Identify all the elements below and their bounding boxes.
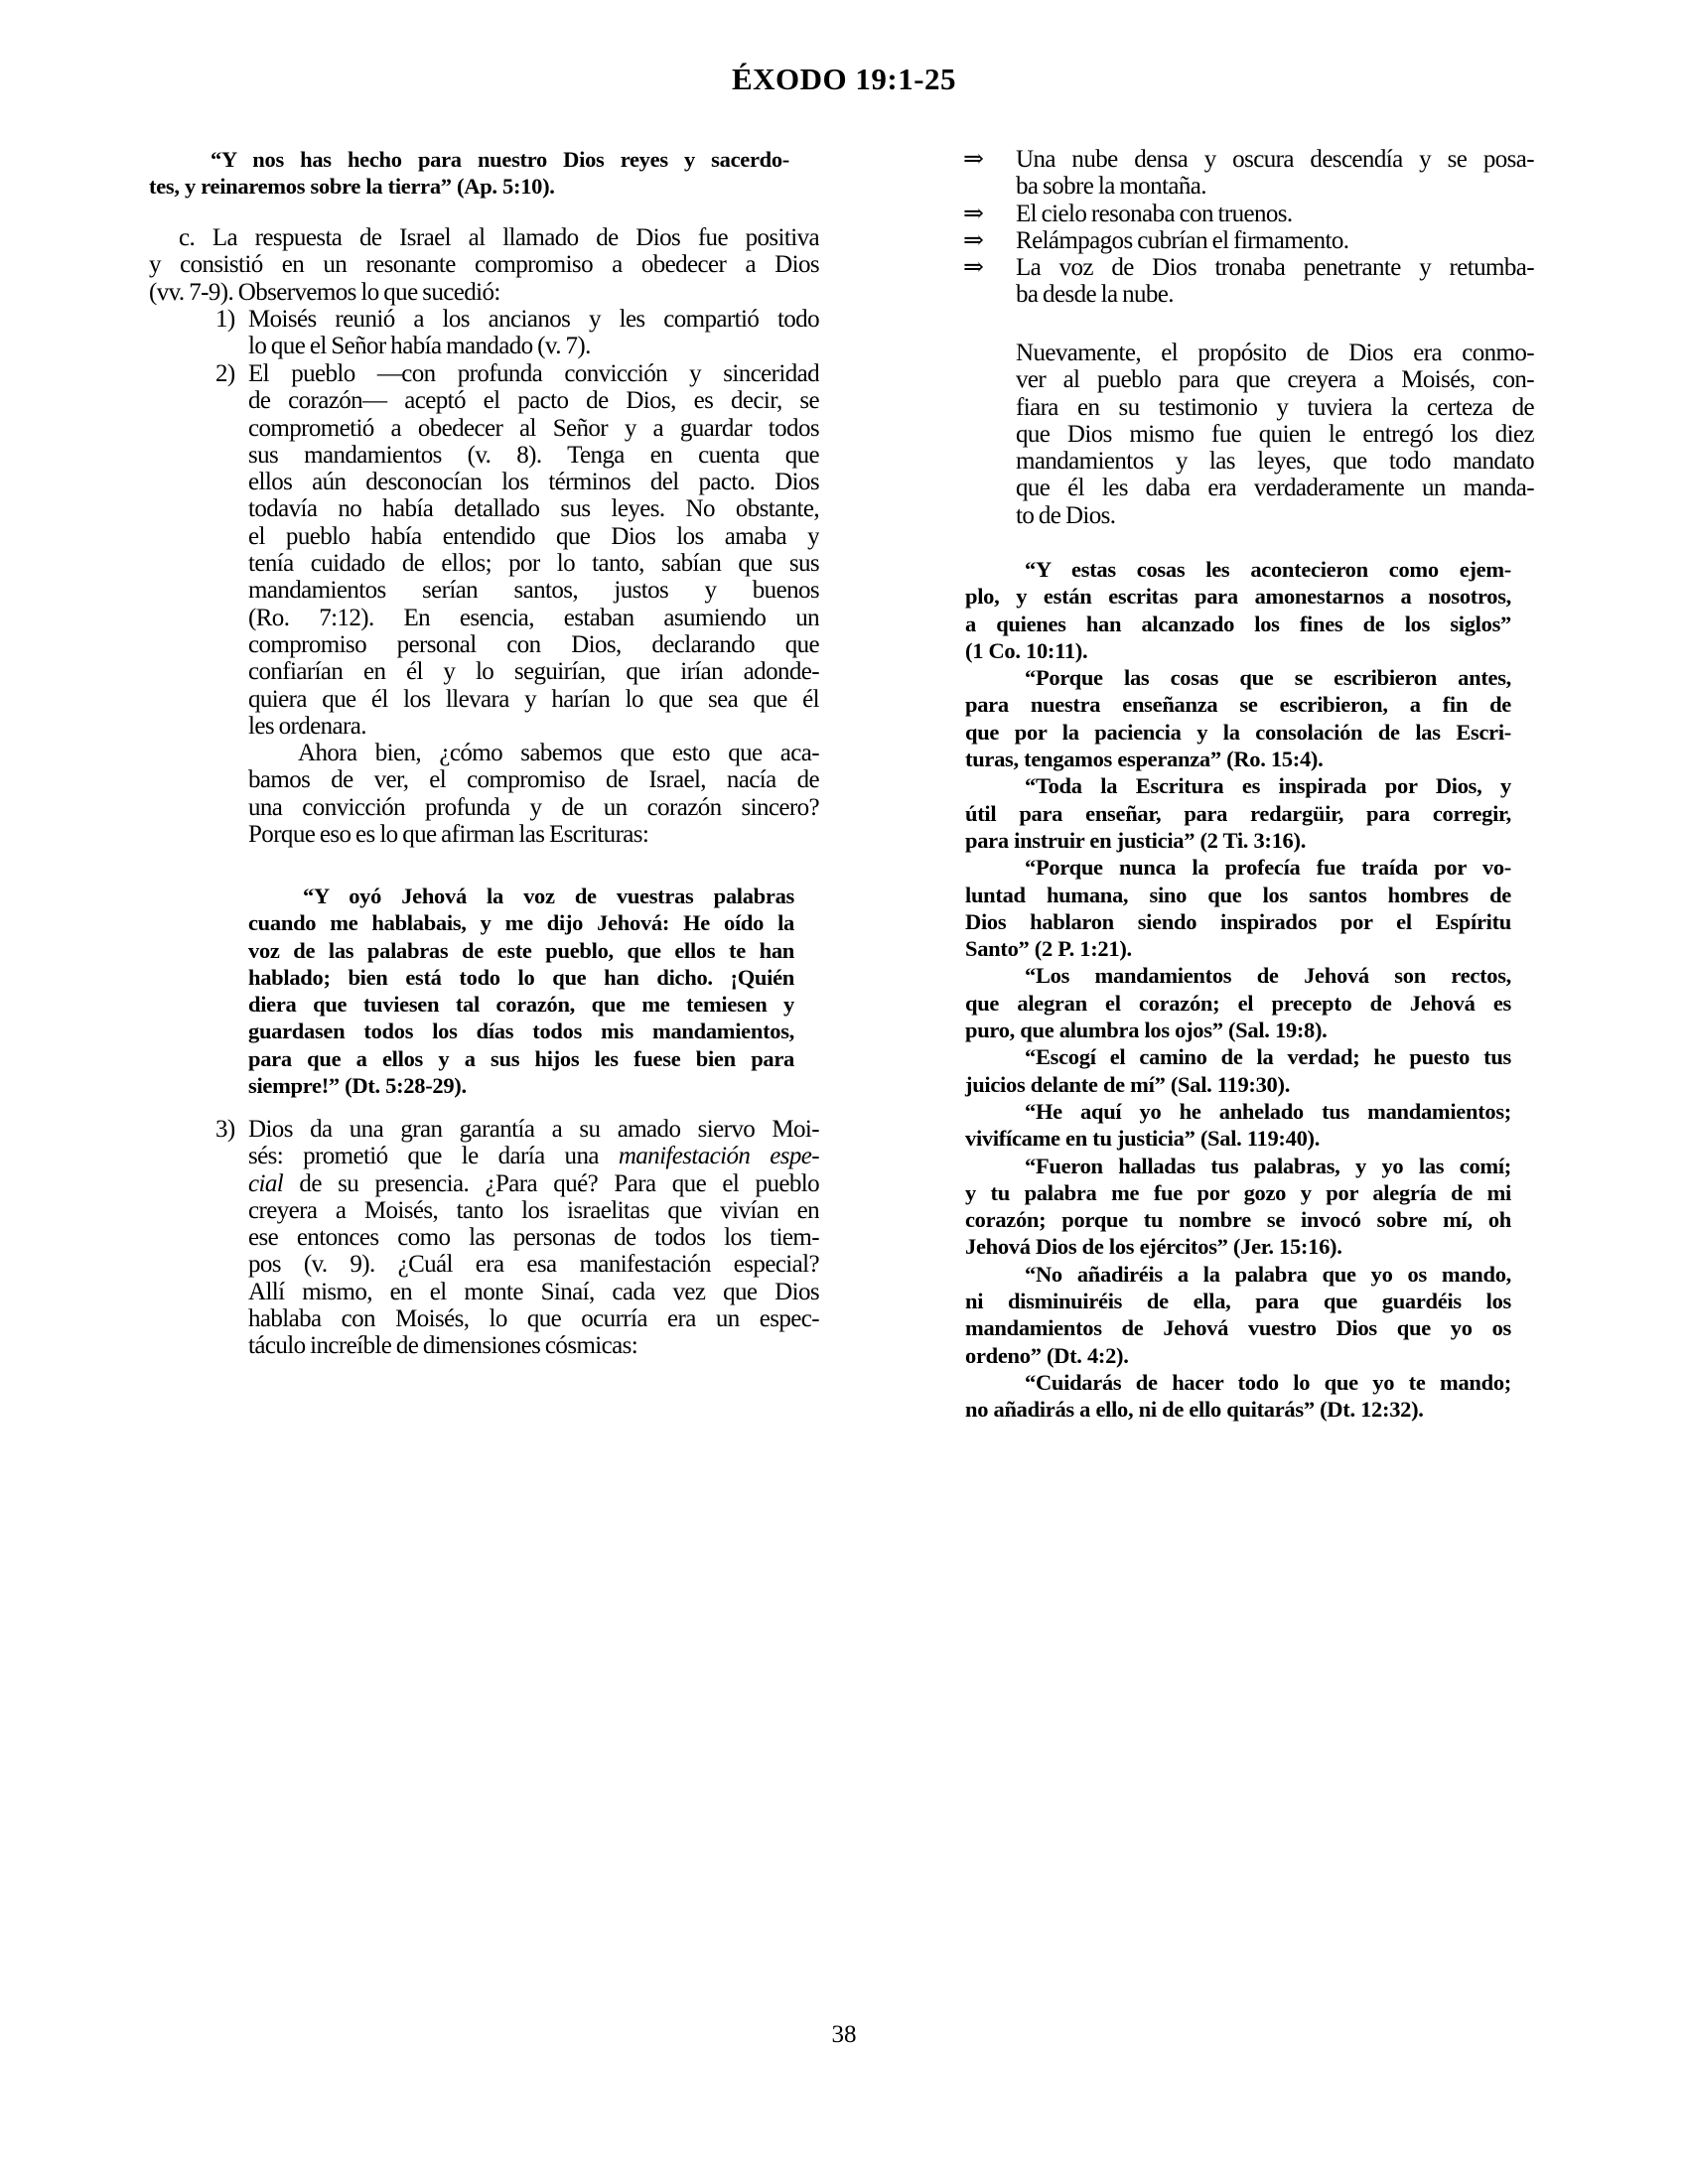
quote-line: juicios delante de mí” (Sal. 119:30). xyxy=(965,1071,1291,1097)
text-line: (Ro. 7:12). En esencia, estaban asumiendo un xyxy=(248,604,819,631)
text-line: sus mandamientos (v. 8). Tenga en cuenta que xyxy=(248,441,819,469)
text-line: El pueblo —con profunda convicción y sinceridad xyxy=(248,360,819,387)
text-line: Porque eso es lo que afirman las Escrituras: xyxy=(248,821,649,849)
list-item-1 xyxy=(149,306,819,360)
quote-line: hablado; bien está todo lo que han dicho. ¡Quién xyxy=(248,964,794,990)
quote-line: tes, y reinaremos sobre la tierra” (Ap. 5:10). xyxy=(149,174,555,200)
text-line: lo que el Señor había mandado (v. 7). xyxy=(248,333,591,360)
text-line: c. La respuesta de Israel al llamado de Dios fue positiva xyxy=(179,224,819,251)
double-arrow-icon: ⇒ xyxy=(963,146,984,173)
quote-line: “Cuidarás de hacer todo lo que yo te mando; xyxy=(1025,1369,1511,1395)
scripture-quote xyxy=(965,1098,1511,1153)
text-line: ba sobre la montaña. xyxy=(1016,173,1206,201)
quote-line: que por la paciencia y la consolación de las Escri- xyxy=(965,719,1511,745)
text-line: táculo increíble de dimensiones cósmicas: xyxy=(248,1332,638,1360)
bullet-item xyxy=(963,201,1534,227)
quote-line: plo, y están escritas para amonestarnos a nosotros, xyxy=(965,584,1511,610)
double-arrow-icon: ⇒ xyxy=(963,200,984,227)
quote-line: para instruir en justicia” (2 Ti. 3:16). xyxy=(965,827,1307,853)
quote-line: “Y estas cosas les acontecieron como ejem- xyxy=(1025,557,1511,582)
text-line: ba desde la nube. xyxy=(1016,281,1174,309)
text-line: compromiso personal con Dios, declarando que xyxy=(248,630,819,658)
quote-line: a quienes han alcanzado los fines de los siglos” xyxy=(965,611,1511,636)
text-line: Una nube densa y oscura descendía y se posa- xyxy=(1016,146,1534,173)
text-line: y consistió en un resonante compromiso a obedecer a Dios xyxy=(149,251,819,279)
text-line: (vv. 7-9). Observemos lo que sucedió: xyxy=(149,278,500,306)
list-number: 2) xyxy=(215,360,235,387)
quote-line: “Los mandamientos de Jehová son rectos, xyxy=(1025,963,1511,989)
quote-line: guardasen todos los días todos mis mandamientos, xyxy=(248,1019,794,1044)
text-line xyxy=(248,1143,819,1169)
text-segment: de su presencia. ¿Para qué? Para que el pueblo xyxy=(283,1169,819,1197)
quote-line: “Escogí el camino de la verdad; he puesto tus xyxy=(1025,1044,1511,1070)
scripture-quote xyxy=(965,772,1511,854)
quote-line: (1 Co. 10:11). xyxy=(965,637,1088,663)
quote-line: para nuestra enseñanza se escribieron, a fin de xyxy=(965,692,1511,718)
text-line: confiarían en él y lo seguirían, que irían adonde- xyxy=(248,658,819,686)
scripture-quote xyxy=(965,664,1511,772)
text-line: hablaba con Moisés, lo que ocurría era un espec- xyxy=(248,1305,819,1333)
text-line: Dios da una gran garantía a su amado siervo Moi- xyxy=(248,1116,819,1143)
bullet-list xyxy=(963,146,1534,309)
text-line: tenía cuidado de ellos; por lo tanto, sabían que sus xyxy=(248,550,819,578)
text-line: mandamientos y las leyes, que todo mandato xyxy=(1016,448,1534,476)
scripture-quote xyxy=(965,854,1511,962)
quote-line: Jehová Dios de los ejércitos” (Jer. 15:16). xyxy=(965,1234,1342,1260)
scripture-quote xyxy=(965,1153,1511,1261)
quote-line: cuando me hablabais, y me dijo Jehová: He oído la xyxy=(248,910,794,936)
scripture-quote xyxy=(965,1261,1511,1369)
quote-line: puro, que alumbra los ojos” (Sal. 19:8). xyxy=(965,1018,1328,1043)
text-line: de corazón— aceptó el pacto de Dios, es decir, se xyxy=(248,387,819,415)
quote-line: “Y nos has hecho para nuestro Dios reyes y sacerdo- xyxy=(211,147,789,172)
page-number: 38 xyxy=(831,2021,857,2048)
quote-line: para que a ellos y a sus hijos les fuese bien para xyxy=(248,1045,794,1071)
text-line: fiara en su testimonio y tuviera la certeza de xyxy=(1016,393,1534,421)
text-line: El cielo resonaba con truenos. xyxy=(1016,200,1293,227)
text-line: les ordenara. xyxy=(248,712,366,740)
text-line: Relámpagos cubrían el firmamento. xyxy=(1016,226,1349,254)
list-item-3 xyxy=(149,1116,819,1360)
quote-line: vivifícame en tu justicia” (Sal. 119:40). xyxy=(965,1126,1321,1152)
text-line: Nuevamente, el propósito de Dios era conmo- xyxy=(1016,340,1534,366)
quote-line: voz de las palabras de este pueblo, que ellos te han xyxy=(248,937,794,963)
text-line: todavía no había detallado sus leyes. No obstante, xyxy=(248,495,819,523)
scripture-quote xyxy=(965,962,1511,1043)
text-line: pos (v. 9). ¿Cuál era esa manifestación especial? xyxy=(248,1251,819,1279)
scripture-quotes xyxy=(965,556,1511,1424)
quote-line: “No añadiréis a la palabra que yo os mando, xyxy=(1025,1261,1511,1287)
list-item-2 xyxy=(149,360,819,848)
quote-line: corazón; porque tu nombre se invocó sobre mí, oh xyxy=(965,1207,1511,1233)
bullet-item xyxy=(963,146,1534,201)
text-segment: sés: prometió que le daría una xyxy=(248,1143,619,1170)
quote-line: “Toda la Escritura es inspirada por Dios, y xyxy=(1025,773,1511,799)
text-line: comprometió a obedecer al Señor y a guardar todos xyxy=(248,414,819,442)
scripture-quote xyxy=(965,1369,1511,1424)
text-line: to de Dios. xyxy=(1016,501,1116,529)
quote-line: luntad humana, sino que los santos hombres de xyxy=(965,882,1511,907)
quote-line: diera que tuviesen tal corazón, que me temiesen y xyxy=(248,992,794,1018)
text-line: La voz de Dios tronaba penetrante y retumba- xyxy=(1016,254,1534,282)
bullet-item xyxy=(963,227,1534,254)
scripture-quote xyxy=(965,1043,1511,1098)
text-line: Ahora bien, ¿cómo sabemos que esto que aca- xyxy=(298,740,819,767)
quote-line: “He aquí yo he anhelado tus mandamientos; xyxy=(1025,1098,1511,1124)
quote-line: no añadirás a ello, ni de ello quitarás” (Dt. 12:32). xyxy=(965,1397,1424,1423)
quote-line: útil para enseñar, para redargüir, para corregir, xyxy=(965,800,1511,826)
text-line: Moisés reunió a los ancianos y les compartió todo xyxy=(248,306,819,333)
text-line: que él les daba era verdaderamente un manda- xyxy=(1016,475,1534,502)
italic-emphasis: cial xyxy=(248,1169,284,1197)
text-line: quiera que él los llevara y harían lo que sea que él xyxy=(248,685,819,713)
text-line: creyera a Moisés, tanto los israelitas que vivían en xyxy=(248,1196,819,1224)
quote-line: “Fueron halladas tus palabras, y yo las comí; xyxy=(1025,1153,1511,1178)
double-arrow-icon: ⇒ xyxy=(963,254,984,282)
double-arrow-icon: ⇒ xyxy=(963,226,984,254)
quote-line: ordeno” (Dt. 4:2). xyxy=(965,1342,1129,1368)
bullet-item xyxy=(963,254,1534,309)
text-line: ellos aún desconocían los términos del pacto. Dios xyxy=(248,469,819,496)
list-number: 1) xyxy=(215,306,235,333)
list-number: 3) xyxy=(215,1116,235,1143)
text-line: una convicción profunda y de un corazón sincero? xyxy=(248,793,819,821)
paragraph-c xyxy=(149,224,819,306)
italic-emphasis: manifestación espe- xyxy=(618,1143,819,1170)
quote-deuteronomio-5 xyxy=(248,883,794,1099)
quote-line: “Porque las cosas que se escribieron antes, xyxy=(1025,665,1511,691)
text-line: mandamientos serían santos, justos y buenos xyxy=(248,577,819,605)
quote-line: y tu palabra me fue por gozo y por alegría de mi xyxy=(965,1179,1511,1205)
quote-line: Dios hablaron siendo inspirados por el Espíritu xyxy=(965,908,1511,934)
page-title: ÉXODO 19:1-25 xyxy=(731,62,957,96)
text-line: ese entonces como las personas de todos los tiem- xyxy=(248,1224,819,1252)
text-line: ver al pueblo para que creyera a Moisés, con- xyxy=(1016,366,1534,394)
scripture-quote xyxy=(965,556,1511,664)
quote-line: siempre!” (Dt. 5:28-29). xyxy=(248,1073,467,1099)
text-line: que Dios mismo fue quien le entregó los diez xyxy=(1016,420,1534,448)
paragraph-nuevamente xyxy=(1016,340,1534,529)
text-line xyxy=(248,1170,819,1197)
text-line: Allí mismo, en el monte Sinaí, cada vez que Dios xyxy=(248,1278,819,1305)
quote-line: “Y oyó Jehová la voz de vuestras palabras xyxy=(303,884,794,908)
text-line: bamos de ver, el compromiso de Israel, nacía de xyxy=(248,766,819,794)
quote-line: ni disminuiréis de ella, para que guardéis los xyxy=(965,1289,1511,1314)
text-line: el pueblo había entendido que Dios los amaba y xyxy=(248,522,819,550)
quote-line: mandamientos de Jehová vuestro Dios que yo os xyxy=(965,1315,1511,1341)
quote-line: Santo” (2 P. 1:21). xyxy=(965,936,1132,962)
quote-line: “Porque nunca la profecía fue traída por vo- xyxy=(1025,855,1511,881)
quote-apocalipsis xyxy=(149,146,789,201)
quote-line: que alegran el corazón; el precepto de Jehová es xyxy=(965,990,1511,1016)
quote-line: turas, tengamos esperanza” (Ro. 15:4). xyxy=(965,747,1324,772)
